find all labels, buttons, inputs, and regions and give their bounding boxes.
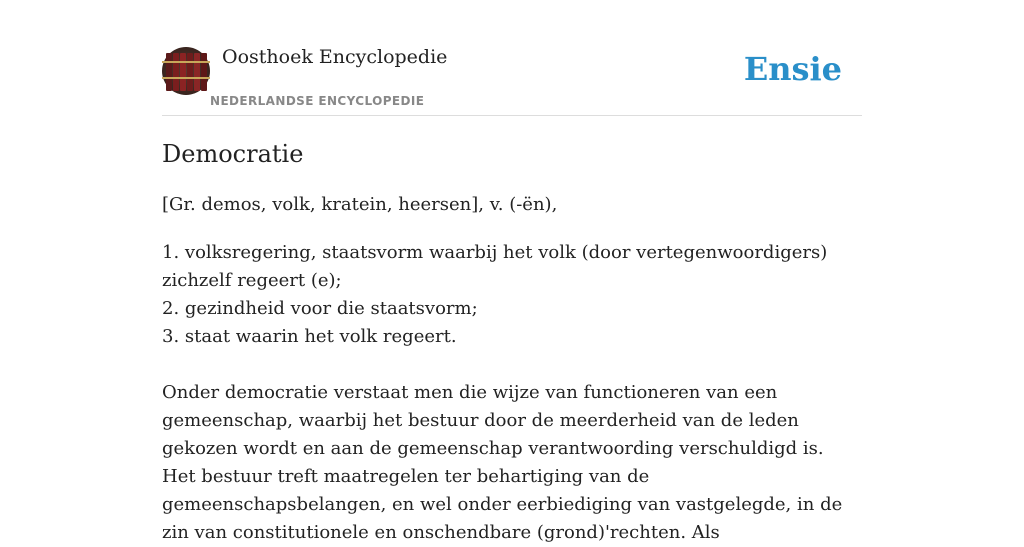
etymology-text: [Gr. demos, volk, kratein, heersen], v. (-ën), (162, 194, 558, 215)
definition-item: 2. gezindheid voor die staatsvorm; (162, 298, 478, 319)
site-subtitle: NEDERLANDSE ENCYCLOPEDIE (210, 94, 425, 108)
brand-logo-link[interactable]: Ensie (743, 50, 842, 88)
page-title: Democratie (162, 140, 304, 168)
definitions-list (162, 239, 862, 351)
definition-item: 3. staat waarin het volk regeert. (162, 326, 457, 347)
encyclopedia-books-logo[interactable] (162, 47, 210, 95)
definition-item: 1. volksregering, staatsvorm waarbij het volk (door vertegenwoordigers) zichzelf regeert (e); (162, 242, 828, 291)
site-header (162, 0, 862, 116)
site-title[interactable]: Oosthoek Encyclopedie (222, 46, 448, 68)
page-container (162, 0, 862, 543)
article-body-paragraph: Onder democratie verstaat men die wijze van functioneren van een gemeenschap, waarbij het bestuur door de meerderheid van de leden gekozen wordt en aan de gemeenschap verantwoording verschuldigd is. Het bestuur treft maatregelen ter behartiging van de gemeenschapsbelangen, en wel onder eerbiediging van vastgelegde, in de zin van constitutionele en onschendbare (grond)'rechten. Als (162, 382, 843, 543)
